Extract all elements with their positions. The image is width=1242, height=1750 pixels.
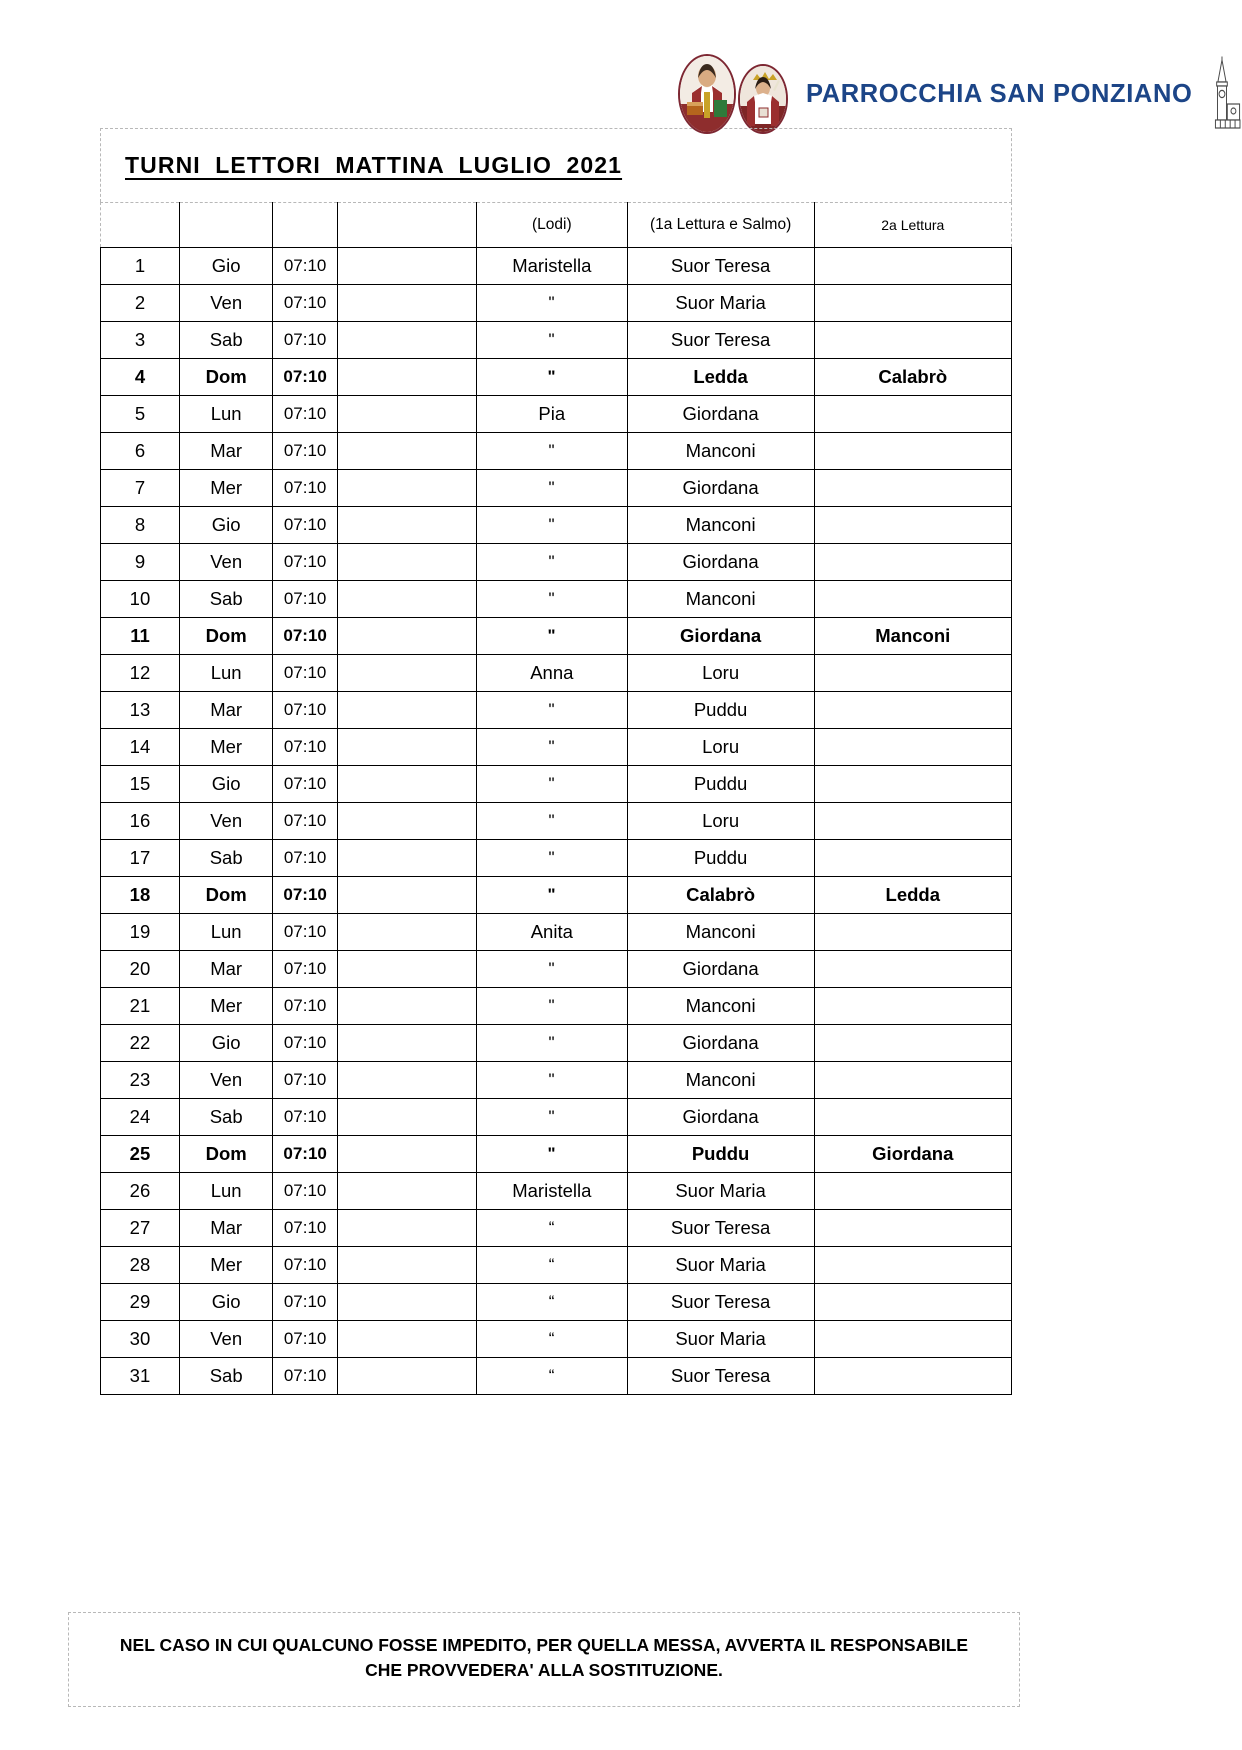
cell-weekday: Mar (179, 1210, 272, 1247)
cell-weekday: Dom (179, 618, 272, 655)
cell-lodi-reader: " (477, 951, 628, 988)
cell-first-reader: Giordana (627, 396, 814, 433)
table-row (101, 544, 1012, 581)
cell-weekday: Ven (179, 803, 272, 840)
cell-lodi-reader: " (477, 803, 628, 840)
cell-blank (337, 951, 476, 988)
notice-line-1: NEL CASO IN CUI QUALCUNO FOSSE IMPEDITO, PER QUELLA MESSA, AVVERTA IL RESPONSABILE (119, 1635, 969, 1655)
table-row (101, 766, 1012, 803)
cell-first-reader: Puddu (627, 840, 814, 877)
cell-day: 1 (101, 248, 180, 285)
cell-lodi-reader: " (477, 1062, 628, 1099)
cell-weekday: Mer (179, 470, 272, 507)
cell-time: 07:10 (273, 729, 337, 766)
cell-time: 07:10 (273, 988, 337, 1025)
cell-blank (337, 914, 476, 951)
cell-second-reader (814, 1284, 1011, 1321)
cell-lodi-reader: Anna (477, 655, 628, 692)
cell-weekday: Mer (179, 1247, 272, 1284)
cell-first-reader: Giordana (627, 544, 814, 581)
cell-lodi-reader: “ (477, 1358, 628, 1395)
cell-lodi-reader: " (477, 322, 628, 359)
cell-blank (337, 840, 476, 877)
cell-day: 6 (101, 433, 180, 470)
cell-weekday: Ven (179, 285, 272, 322)
cell-time: 07:10 (273, 1062, 337, 1099)
table-row (101, 914, 1012, 951)
cell-second-reader (814, 988, 1011, 1025)
cell-weekday: Mer (179, 729, 272, 766)
cell-weekday: Ven (179, 544, 272, 581)
cell-weekday: Sab (179, 840, 272, 877)
cell-first-reader: Puddu (627, 1136, 814, 1173)
cell-blank (337, 1025, 476, 1062)
cell-blank (337, 1136, 476, 1173)
table-row (101, 1062, 1012, 1099)
cell-lodi-reader: " (477, 1136, 628, 1173)
cell-lodi-reader: " (477, 470, 628, 507)
cell-second-reader: Manconi (814, 618, 1011, 655)
cell-day: 22 (101, 1025, 180, 1062)
table-row (101, 396, 1012, 433)
cell-blank (337, 1247, 476, 1284)
cell-weekday: Gio (179, 1025, 272, 1062)
cell-second-reader (814, 1025, 1011, 1062)
cell-blank (337, 581, 476, 618)
cell-weekday: Sab (179, 1358, 272, 1395)
cell-day: 13 (101, 692, 180, 729)
cell-day: 25 (101, 1136, 180, 1173)
cell-lodi-reader: " (477, 988, 628, 1025)
cell-time: 07:10 (273, 1173, 337, 1210)
cell-first-reader: Suor Maria (627, 1247, 814, 1284)
table-row (101, 951, 1012, 988)
cell-first-reader: Suor Teresa (627, 1210, 814, 1247)
cell-time: 07:10 (273, 1321, 337, 1358)
cell-day: 18 (101, 877, 180, 914)
table-row (101, 1321, 1012, 1358)
cell-blank (337, 1173, 476, 1210)
table-row (101, 470, 1012, 507)
cell-time: 07:10 (273, 1247, 337, 1284)
cell-first-reader: Suor Maria (627, 1321, 814, 1358)
table-row (101, 1210, 1012, 1247)
table-row (101, 1247, 1012, 1284)
cell-lodi-reader: " (477, 544, 628, 581)
cell-day: 31 (101, 1358, 180, 1395)
cell-second-reader (814, 1062, 1011, 1099)
cell-lodi-reader: " (477, 359, 628, 396)
cell-day: 2 (101, 285, 180, 322)
cell-first-reader: Giordana (627, 1099, 814, 1136)
cell-blank (337, 433, 476, 470)
header-time (273, 203, 337, 248)
cell-first-reader: Manconi (627, 433, 814, 470)
cell-day: 10 (101, 581, 180, 618)
cell-lodi-reader: " (477, 507, 628, 544)
cell-second-reader (814, 692, 1011, 729)
cell-lodi-reader: Pia (477, 396, 628, 433)
reader-schedule-table (100, 202, 1012, 1395)
cell-day: 26 (101, 1173, 180, 1210)
table-row (101, 1099, 1012, 1136)
cell-time: 07:10 (273, 248, 337, 285)
cell-time: 07:10 (273, 1210, 337, 1247)
cell-time: 07:10 (273, 1099, 337, 1136)
cell-second-reader: Giordana (814, 1136, 1011, 1173)
cell-weekday: Gio (179, 766, 272, 803)
cell-blank (337, 396, 476, 433)
cell-second-reader (814, 433, 1011, 470)
cell-day: 12 (101, 655, 180, 692)
cell-lodi-reader: Maristella (477, 248, 628, 285)
header-weekday (179, 203, 272, 248)
cell-lodi-reader: " (477, 729, 628, 766)
cell-time: 07:10 (273, 396, 337, 433)
cell-weekday: Mar (179, 951, 272, 988)
parish-name: PARROCCHIA SAN PONZIANO (806, 79, 1193, 108)
cell-blank (337, 655, 476, 692)
cell-first-reader: Suor Maria (627, 1173, 814, 1210)
table-row (101, 1025, 1012, 1062)
cell-time: 07:10 (273, 618, 337, 655)
cell-day: 17 (101, 840, 180, 877)
cell-second-reader (814, 1321, 1011, 1358)
cell-weekday: Mar (179, 692, 272, 729)
cell-time: 07:10 (273, 1025, 337, 1062)
cell-second-reader (814, 766, 1011, 803)
cell-first-reader: Loru (627, 729, 814, 766)
cell-lodi-reader: “ (477, 1284, 628, 1321)
cell-blank (337, 729, 476, 766)
cell-day: 8 (101, 507, 180, 544)
header-first-reading: (1a Lettura e Salmo) (627, 203, 814, 248)
cell-time: 07:10 (273, 1136, 337, 1173)
cell-blank (337, 285, 476, 322)
cell-day: 23 (101, 1062, 180, 1099)
cell-first-reader: Manconi (627, 988, 814, 1025)
cell-lodi-reader: " (477, 433, 628, 470)
cell-second-reader (814, 840, 1011, 877)
table-row (101, 1136, 1012, 1173)
cell-second-reader (814, 396, 1011, 433)
table-row (101, 433, 1012, 470)
table-row (101, 803, 1012, 840)
cell-lodi-reader: “ (477, 1247, 628, 1284)
cell-weekday: Sab (179, 322, 272, 359)
cell-weekday: Mar (179, 433, 272, 470)
cell-day: 19 (101, 914, 180, 951)
cell-first-reader: Giordana (627, 951, 814, 988)
bell-tower-icon (1204, 56, 1242, 132)
cell-day: 15 (101, 766, 180, 803)
saint-ponziano-medallion-icon (678, 54, 736, 134)
cell-first-reader: Manconi (627, 1062, 814, 1099)
cell-second-reader (814, 1210, 1011, 1247)
cell-second-reader (814, 544, 1011, 581)
cell-time: 07:10 (273, 914, 337, 951)
cell-first-reader: Giordana (627, 618, 814, 655)
table-row (101, 1358, 1012, 1395)
cell-lodi-reader: " (477, 692, 628, 729)
title-box (100, 128, 1012, 202)
cell-first-reader: Manconi (627, 507, 814, 544)
cell-lodi-reader: “ (477, 1321, 628, 1358)
cell-time: 07:10 (273, 840, 337, 877)
cell-second-reader (814, 248, 1011, 285)
cell-first-reader: Calabrò (627, 877, 814, 914)
table-row (101, 1284, 1012, 1321)
cell-lodi-reader: Maristella (477, 1173, 628, 1210)
cell-first-reader: Loru (627, 655, 814, 692)
cell-weekday: Lun (179, 396, 272, 433)
cell-first-reader: Suor Maria (627, 285, 814, 322)
cell-day: 14 (101, 729, 180, 766)
cell-blank (337, 470, 476, 507)
cell-second-reader (814, 1099, 1011, 1136)
cell-blank (337, 359, 476, 396)
cell-lodi-reader: " (477, 1025, 628, 1062)
cell-weekday: Gio (179, 248, 272, 285)
cell-second-reader (814, 1358, 1011, 1395)
cell-time: 07:10 (273, 951, 337, 988)
cell-first-reader: Loru (627, 803, 814, 840)
cell-day: 3 (101, 322, 180, 359)
cell-second-reader (814, 914, 1011, 951)
header-second-reading: 2a Lettura (814, 203, 1011, 248)
table-row (101, 692, 1012, 729)
cell-lodi-reader: " (477, 1099, 628, 1136)
cell-second-reader (814, 470, 1011, 507)
cell-blank (337, 1210, 476, 1247)
cell-second-reader (814, 1247, 1011, 1284)
cell-second-reader (814, 655, 1011, 692)
cell-lodi-reader: " (477, 285, 628, 322)
cell-first-reader: Puddu (627, 692, 814, 729)
table-row (101, 285, 1012, 322)
table-row (101, 988, 1012, 1025)
cell-first-reader: Manconi (627, 581, 814, 618)
cell-lodi-reader: " (477, 581, 628, 618)
cell-first-reader: Giordana (627, 1025, 814, 1062)
table-row (101, 248, 1012, 285)
cell-time: 07:10 (273, 1284, 337, 1321)
cell-weekday: Gio (179, 1284, 272, 1321)
cell-blank (337, 1284, 476, 1321)
cell-time: 07:10 (273, 581, 337, 618)
cell-time: 07:10 (273, 322, 337, 359)
cell-weekday: Ven (179, 1062, 272, 1099)
cell-second-reader (814, 803, 1011, 840)
cell-time: 07:10 (273, 766, 337, 803)
cell-weekday: Mer (179, 988, 272, 1025)
cell-time: 07:10 (273, 803, 337, 840)
cell-time: 07:10 (273, 433, 337, 470)
cell-day: 21 (101, 988, 180, 1025)
cell-lodi-reader: " (477, 877, 628, 914)
cell-blank (337, 322, 476, 359)
table-row (101, 655, 1012, 692)
cell-weekday: Lun (179, 655, 272, 692)
cell-blank (337, 766, 476, 803)
cell-time: 07:10 (273, 1358, 337, 1395)
cell-first-reader: Suor Teresa (627, 248, 814, 285)
cell-first-reader: Giordana (627, 470, 814, 507)
cell-blank (337, 544, 476, 581)
cell-second-reader (814, 951, 1011, 988)
cell-first-reader: Manconi (627, 914, 814, 951)
cell-weekday: Dom (179, 877, 272, 914)
cell-first-reader: Suor Teresa (627, 322, 814, 359)
table-row (101, 322, 1012, 359)
cell-second-reader (814, 285, 1011, 322)
cell-day: 9 (101, 544, 180, 581)
cell-day: 27 (101, 1210, 180, 1247)
cell-time: 07:10 (273, 877, 337, 914)
substitution-notice (68, 1612, 1020, 1707)
cell-day: 28 (101, 1247, 180, 1284)
cell-weekday: Dom (179, 1136, 272, 1173)
cell-day: 20 (101, 951, 180, 988)
cell-time: 07:10 (273, 655, 337, 692)
cell-time: 07:10 (273, 507, 337, 544)
parish-medallions (678, 54, 788, 134)
cell-time: 07:10 (273, 470, 337, 507)
cell-blank (337, 248, 476, 285)
madonna-medallion-icon (738, 64, 788, 134)
cell-lodi-reader: Anita (477, 914, 628, 951)
header-lodi: (Lodi) (477, 203, 628, 248)
cell-blank (337, 877, 476, 914)
cell-day: 4 (101, 359, 180, 396)
cell-second-reader (814, 729, 1011, 766)
cell-blank (337, 1321, 476, 1358)
cell-blank (337, 1099, 476, 1136)
cell-blank (337, 692, 476, 729)
cell-day: 24 (101, 1099, 180, 1136)
cell-lodi-reader: " (477, 766, 628, 803)
table-row (101, 729, 1012, 766)
cell-second-reader (814, 1173, 1011, 1210)
cell-first-reader: Suor Teresa (627, 1284, 814, 1321)
cell-second-reader: Ledda (814, 877, 1011, 914)
cell-blank (337, 1358, 476, 1395)
table-row (101, 618, 1012, 655)
cell-weekday: Ven (179, 1321, 272, 1358)
header-day (101, 203, 180, 248)
cell-blank (337, 803, 476, 840)
cell-first-reader: Ledda (627, 359, 814, 396)
cell-time: 07:10 (273, 285, 337, 322)
cell-time: 07:10 (273, 544, 337, 581)
cell-lodi-reader: " (477, 618, 628, 655)
cell-weekday: Sab (179, 1099, 272, 1136)
cell-second-reader (814, 581, 1011, 618)
cell-lodi-reader: " (477, 840, 628, 877)
cell-blank (337, 1062, 476, 1099)
cell-lodi-reader: “ (477, 1210, 628, 1247)
table-row (101, 507, 1012, 544)
table-row (101, 581, 1012, 618)
cell-day: 16 (101, 803, 180, 840)
cell-blank (337, 618, 476, 655)
cell-blank (337, 507, 476, 544)
cell-weekday: Sab (179, 581, 272, 618)
letterhead (600, 52, 1242, 136)
cell-blank (337, 988, 476, 1025)
notice-line-2: CHE PROVVEDERA' ALLA SOSTITUZIONE. (365, 1660, 723, 1681)
table-row (101, 877, 1012, 914)
cell-day: 7 (101, 470, 180, 507)
cell-time: 07:10 (273, 692, 337, 729)
cell-day: 29 (101, 1284, 180, 1321)
page-title: TURNI LETTORI MATTINA LUGLIO 2021 (125, 152, 623, 178)
cell-weekday: Lun (179, 1173, 272, 1210)
cell-second-reader (814, 507, 1011, 544)
cell-day: 30 (101, 1321, 180, 1358)
cell-weekday: Lun (179, 914, 272, 951)
cell-day: 5 (101, 396, 180, 433)
table-row (101, 840, 1012, 877)
cell-first-reader: Suor Teresa (627, 1358, 814, 1395)
table-row (101, 359, 1012, 396)
table-row (101, 1173, 1012, 1210)
cell-second-reader: Calabrò (814, 359, 1011, 396)
table-header-row (101, 203, 1012, 248)
cell-first-reader: Puddu (627, 766, 814, 803)
header-blank (337, 203, 476, 248)
cell-second-reader (814, 322, 1011, 359)
cell-weekday: Gio (179, 507, 272, 544)
cell-day: 11 (101, 618, 180, 655)
cell-time: 07:10 (273, 359, 337, 396)
cell-weekday: Dom (179, 359, 272, 396)
